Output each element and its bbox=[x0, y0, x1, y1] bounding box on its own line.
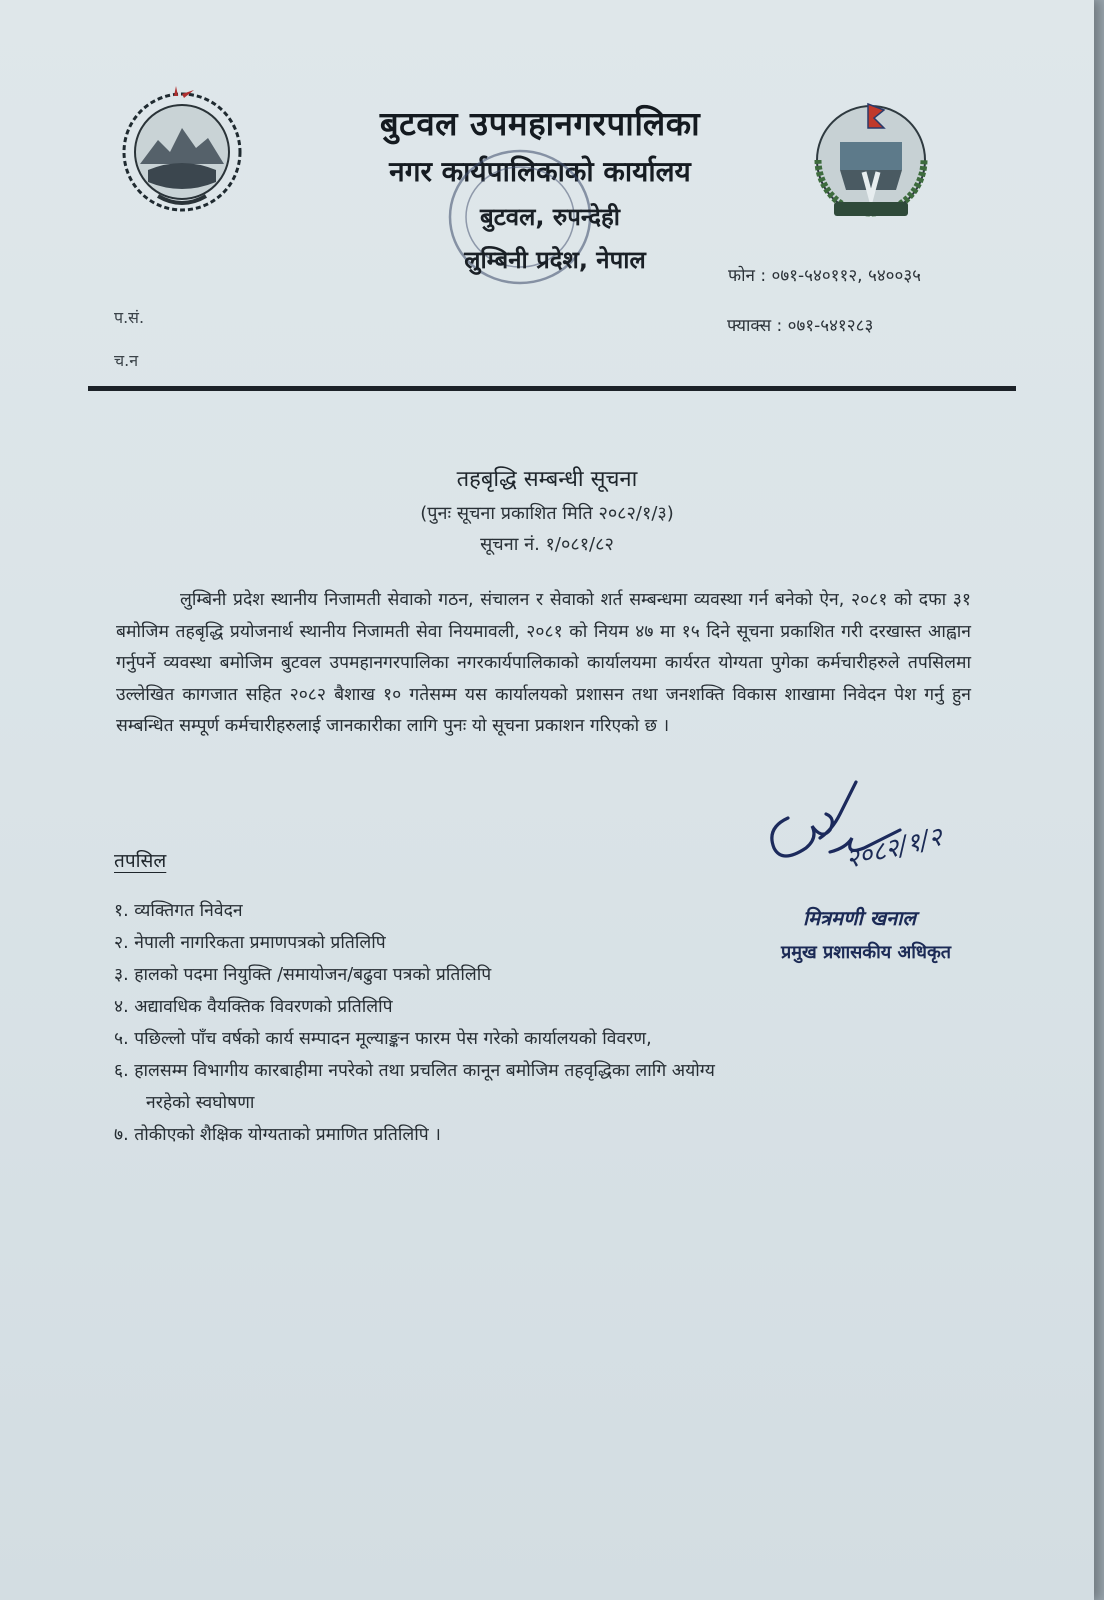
notice-title: तहबृद्धि सम्बन्धी सूचना bbox=[456, 467, 638, 492]
signature-date: २०८२/१/२ bbox=[842, 822, 946, 876]
schedule-heading: तपसिल bbox=[114, 850, 167, 872]
province-country: लुम्बिनी प्रदेश, नेपाल bbox=[464, 246, 646, 274]
butwal-municipality-logo bbox=[812, 98, 930, 226]
header-divider bbox=[88, 386, 1016, 391]
city-district: बुटवल, रुपन्देही bbox=[480, 203, 620, 231]
office-name: नगर कार्यपालिकाको कार्यालय bbox=[389, 155, 691, 188]
organization-name: बुटवल उपमहानगरपालिका bbox=[379, 104, 701, 143]
list-item: ६. हालसम्म विभागीय कारबाहीमा नपरेको तथा प्रचलित कानून बमोजिम तहवृद्धिका लागि अयोग्य नरहेको स्वघोषणा bbox=[114, 1061, 715, 1113]
fax-number: फ्याक्स : ०७१-५४१२८३ bbox=[727, 316, 874, 336]
signatory-name: मित्रमणी खनाल bbox=[803, 906, 916, 930]
list-item: ४. अद्यावधिक वैयक्तिक विवरणको प्रतिलिपि bbox=[114, 997, 393, 1017]
notice-body: लुम्बिनी प्रदेश स्थानीय निजामती सेवाको गठन, संचालन र सेवाको शर्त सम्बन्धमा व्यवस्था गर्न बनेको ऐन, २०८१ को दफा ३१ बमोजिम तहबृद्धि प्रयोजनार्थ स्थानीय निजामती सेवा नियमावली, २०८१ को नियम ४७ मा १५ दिने सूचना प्रकाशित गरी दरखास्त आह्वान गर्नुपर्ने व्यवस्था बमोजिम बुटवल उपमहानगरपालिका नगरकार्यपालिकाको कार्यालयमा कार्यरत योग्यता पुगेका कर्मचारीहरुले तपसिलमा उल्लेखित कागजात सहित २०८२ बैशाख १० गतेसम्म यस कार्यालयको प्रशासन तथा जनशक्ति विकास शाखामा निवेदन पेश गर्नु हुन सम्बन्धित सम्पूर्ण कर्मचारीहरुलाई जानकारीका लागि पुनः यो सूचना प्रकाशन गरिएको छ । bbox=[116, 590, 971, 736]
list-item: १. व्यक्तिगत निवेदन bbox=[114, 901, 243, 921]
phone-number: फोन : ०७१-५४०११२, ५४००३५ bbox=[728, 266, 922, 286]
list-item: २. नेपाली नागरिकता प्रमाणपत्रको प्रतिलिपि bbox=[114, 933, 386, 953]
reference-number-label: प.सं. bbox=[114, 308, 145, 327]
required-documents-list bbox=[114, 895, 964, 1151]
list-item: ५. पछिल्लो पाँच वर्षको कार्य सम्पादन मूल्याङ्कन फारम पेस गरेको कार्यालयको विवरण, bbox=[114, 1029, 652, 1049]
list-item: ७. तोकीएको शैक्षिक योग्यताको प्रमाणित प्रतिलिपि । bbox=[114, 1125, 441, 1145]
dispatch-number-label: च.न bbox=[114, 351, 139, 370]
notice-number: सूचना नं. १/०८१/८२ bbox=[480, 534, 614, 555]
signatory-title: प्रमुख प्रशासकीय अधिकृत bbox=[781, 942, 952, 963]
list-item: ३. हालको पदमा नियुक्ति /समायोजन/बढुवा पत्रको प्रतिलिपि bbox=[114, 965, 492, 985]
notice-republish-date: (पुनः सूचना प्रकाशित मिति २०८२/१/३) bbox=[420, 503, 674, 524]
nepal-government-emblem bbox=[118, 86, 246, 214]
